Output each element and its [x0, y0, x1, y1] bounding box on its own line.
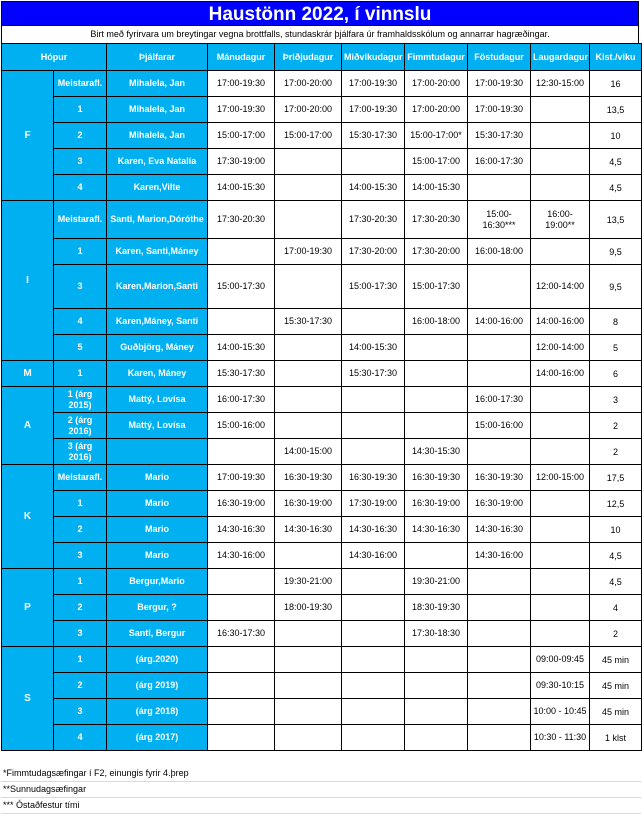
subgroup-cell: Meistarafl.	[54, 465, 107, 491]
saturday-cell: 10:00 - 10:45	[531, 699, 590, 725]
tuesday-cell	[275, 647, 342, 673]
wednesday-cell	[342, 699, 405, 725]
hours-cell: 45 min	[590, 699, 642, 725]
friday-cell: 14:30-16:00	[468, 543, 531, 569]
schedule-row	[2, 239, 642, 265]
friday-cell	[468, 175, 531, 201]
subgroup-cell: 1	[54, 97, 107, 123]
saturday-cell	[531, 97, 590, 123]
thursday-cell	[405, 647, 468, 673]
saturday-cell	[531, 491, 590, 517]
wednesday-cell: 17:00-19:30	[342, 97, 405, 123]
saturday-cell	[531, 387, 590, 413]
wednesday-cell: 14:00-15:30	[342, 175, 405, 201]
trainers-cell: Karen, Santi,Máney	[107, 239, 208, 265]
thursday-cell	[405, 543, 468, 569]
subgroup-cell: 1	[54, 361, 107, 387]
monday-cell: 15:00-16:00	[208, 413, 275, 439]
schedule-row	[2, 491, 642, 517]
monday-cell	[208, 309, 275, 335]
tuesday-cell	[275, 201, 342, 239]
saturday-cell	[531, 439, 590, 465]
thursday-cell	[405, 335, 468, 361]
trainers-cell: Karen,Marion,Santi	[107, 265, 208, 309]
monday-cell	[208, 239, 275, 265]
monday-cell: 16:30-17:30	[208, 621, 275, 647]
trainers-cell: Karen, Eva Natalía	[107, 149, 208, 175]
saturday-cell: 09:00-09:45	[531, 647, 590, 673]
friday-cell	[468, 265, 531, 309]
wednesday-cell	[342, 673, 405, 699]
saturday-cell	[531, 543, 590, 569]
thursday-cell: 14:30-15:30	[405, 439, 468, 465]
wednesday-cell	[342, 309, 405, 335]
saturday-cell: 12:00-14:00	[531, 265, 590, 309]
trainers-cell: (árg.2020)	[107, 647, 208, 673]
wednesday-cell	[342, 413, 405, 439]
thursday-cell	[405, 361, 468, 387]
friday-cell	[468, 335, 531, 361]
wednesday-cell: 14:30-16:30	[342, 517, 405, 543]
hours-cell: 2	[590, 439, 642, 465]
subgroup-cell: 3 (árg 2016)	[54, 439, 107, 465]
subgroup-cell: Meistarafl.	[54, 71, 107, 97]
wednesday-cell	[342, 621, 405, 647]
tuesday-cell	[275, 149, 342, 175]
saturday-cell	[531, 149, 590, 175]
monday-cell: 14:30-16:30	[208, 517, 275, 543]
saturday-cell: 12:00-15:00	[531, 465, 590, 491]
wednesday-cell: 14:30-16:00	[342, 543, 405, 569]
thursday-cell: 16:30-19:00	[405, 491, 468, 517]
trainers-cell	[107, 439, 208, 465]
thursday-cell: 15:00-17:00	[405, 149, 468, 175]
wednesday-cell: 16:30-19:30	[342, 465, 405, 491]
saturday-cell: 10:30 - 11:30	[531, 725, 590, 751]
hours-cell: 1 klst	[590, 725, 642, 751]
friday-cell: 14:00-16:00	[468, 309, 531, 335]
footnote: *Fimmtudagsæfingar í F2, einungis fyrir 4.þrep	[1, 766, 641, 782]
tuesday-cell	[275, 725, 342, 751]
trainers-cell: Bergur,Mario	[107, 569, 208, 595]
tuesday-cell	[275, 413, 342, 439]
hours-cell: 17,5	[590, 465, 642, 491]
saturday-cell	[531, 517, 590, 543]
hours-cell: 9,5	[590, 239, 642, 265]
trainers-cell: Mattý, Lovísa	[107, 387, 208, 413]
hours-cell: 4,5	[590, 569, 642, 595]
schedule-row	[2, 673, 642, 699]
monday-cell	[208, 439, 275, 465]
hours-cell: 4,5	[590, 543, 642, 569]
thursday-cell: 16:00-18:00	[405, 309, 468, 335]
schedule-row	[2, 465, 642, 491]
tuesday-cell	[275, 175, 342, 201]
trainers-cell: Santi, Marion,Dóróthe	[107, 201, 208, 239]
tuesday-cell: 17:00-20:00	[275, 71, 342, 97]
friday-cell: 15:30-17:30	[468, 123, 531, 149]
subgroup-cell: 4	[54, 175, 107, 201]
saturday-cell	[531, 413, 590, 439]
trainers-cell: Mario	[107, 465, 208, 491]
trainers-cell: (árg 2018)	[107, 699, 208, 725]
trainers-cell: Mihalela, Jan	[107, 71, 208, 97]
subgroup-cell: 4	[54, 725, 107, 751]
subgroup-cell: 2	[54, 123, 107, 149]
hours-cell: 45 min	[590, 647, 642, 673]
schedule-row	[2, 309, 642, 335]
wednesday-cell	[342, 725, 405, 751]
monday-cell	[208, 673, 275, 699]
subgroup-cell: 4	[54, 309, 107, 335]
wednesday-cell: 15:30-17:30	[342, 123, 405, 149]
schedule-table	[1, 43, 642, 751]
group-cell: M	[2, 361, 54, 387]
subgroup-cell: 1 (árg 2015)	[54, 387, 107, 413]
hours-cell: 13,5	[590, 201, 642, 239]
trainers-cell: Mattý, Lovísa	[107, 413, 208, 439]
hours-cell: 9,5	[590, 265, 642, 309]
hours-cell: 13,5	[590, 97, 642, 123]
saturday-cell: 16:00-19:00**	[531, 201, 590, 239]
schedule-row	[2, 361, 642, 387]
hours-cell: 10	[590, 123, 642, 149]
friday-cell: 16:30-19:00	[468, 491, 531, 517]
trainers-cell: Karen,Máney, Santi	[107, 309, 208, 335]
subgroup-cell: 2	[54, 673, 107, 699]
header-tuesday: Þriðjudagur	[275, 44, 342, 71]
thursday-cell	[405, 413, 468, 439]
thursday-cell: 15:00-17:00*	[405, 123, 468, 149]
hours-cell: 2	[590, 621, 642, 647]
schedule-row	[2, 71, 642, 97]
tuesday-cell	[275, 265, 342, 309]
schedule-row	[2, 265, 642, 309]
wednesday-cell	[342, 387, 405, 413]
subgroup-cell: 1	[54, 239, 107, 265]
trainers-cell: Guðbjörg, Máney	[107, 335, 208, 361]
tuesday-cell: 17:00-19:30	[275, 239, 342, 265]
wednesday-cell: 17:30-20:00	[342, 239, 405, 265]
tuesday-cell	[275, 699, 342, 725]
monday-cell: 16:00-17:30	[208, 387, 275, 413]
schedule-row	[2, 725, 642, 751]
wednesday-cell	[342, 439, 405, 465]
tuesday-cell	[275, 387, 342, 413]
subgroup-cell: 3	[54, 699, 107, 725]
trainers-cell: Mario	[107, 543, 208, 569]
friday-cell	[468, 361, 531, 387]
trainers-cell: (árg 2019)	[107, 673, 208, 699]
friday-cell	[468, 439, 531, 465]
header-friday: Föstudagur	[468, 44, 531, 71]
schedule-row	[2, 647, 642, 673]
subgroup-cell: 3	[54, 149, 107, 175]
hours-cell: 4,5	[590, 175, 642, 201]
thursday-cell: 19:30-21:00	[405, 569, 468, 595]
monday-cell: 17:30-20:30	[208, 201, 275, 239]
header-group: Hópur	[2, 44, 107, 71]
monday-cell: 17:00-19:30	[208, 465, 275, 491]
trainers-cell: Santi, Bergur	[107, 621, 208, 647]
monday-cell: 15:00-17:00	[208, 123, 275, 149]
subgroup-cell: Meistarafl.	[54, 201, 107, 239]
schedule-row	[2, 387, 642, 413]
group-cell: F	[2, 71, 54, 201]
group-cell: I	[2, 201, 54, 361]
hours-cell: 12,5	[590, 491, 642, 517]
thursday-cell: 17:30-20:30	[405, 201, 468, 239]
saturday-cell: 12:00-14:00	[531, 335, 590, 361]
monday-cell	[208, 569, 275, 595]
header-row	[2, 44, 642, 71]
hours-cell: 8	[590, 309, 642, 335]
header-wednesday: Miðvikudagur	[342, 44, 405, 71]
group-cell: P	[2, 569, 54, 647]
friday-cell: 16:00-17:30	[468, 149, 531, 175]
hours-cell: 16	[590, 71, 642, 97]
schedule-row	[2, 175, 642, 201]
tuesday-cell: 18:00-19:30	[275, 595, 342, 621]
saturday-cell: 09:30-10:15	[531, 673, 590, 699]
schedule-row	[2, 517, 642, 543]
subgroup-cell: 3	[54, 621, 107, 647]
tuesday-cell	[275, 335, 342, 361]
saturday-cell	[531, 123, 590, 149]
tuesday-cell	[275, 543, 342, 569]
friday-cell: 17:00-19:30	[468, 97, 531, 123]
wednesday-cell: 17:30-20:30	[342, 201, 405, 239]
saturday-cell: 12:30-15:00	[531, 71, 590, 97]
thursday-cell: 14:30-16:30	[405, 517, 468, 543]
tuesday-cell: 17:00-20:00	[275, 97, 342, 123]
friday-cell: 16:30-19:30	[468, 465, 531, 491]
tuesday-cell: 14:30-16:30	[275, 517, 342, 543]
header-hours: Kist./viku	[590, 44, 642, 71]
friday-cell	[468, 569, 531, 595]
wednesday-cell	[342, 569, 405, 595]
monday-cell	[208, 595, 275, 621]
schedule-row	[2, 699, 642, 725]
trainers-cell: Mihalela, Jan	[107, 123, 208, 149]
header-thursday: Fimmtudagur	[405, 44, 468, 71]
friday-cell: 16:00-18:00	[468, 239, 531, 265]
hours-cell: 5	[590, 335, 642, 361]
friday-cell	[468, 647, 531, 673]
monday-cell: 14:00-15:30	[208, 175, 275, 201]
trainers-cell: Karen,Vilte	[107, 175, 208, 201]
monday-cell: 15:00-17:30	[208, 265, 275, 309]
tuesday-cell: 16:30-19:00	[275, 491, 342, 517]
tuesday-cell	[275, 361, 342, 387]
hours-cell: 4,5	[590, 149, 642, 175]
saturday-cell	[531, 569, 590, 595]
header-trainers: Þjálfarar	[107, 44, 208, 71]
wednesday-cell	[342, 647, 405, 673]
subgroup-cell: 5	[54, 335, 107, 361]
header-monday: Mánudagur	[208, 44, 275, 71]
monday-cell	[208, 647, 275, 673]
saturday-cell: 14:00-16:00	[531, 361, 590, 387]
hours-cell: 6	[590, 361, 642, 387]
tuesday-cell	[275, 673, 342, 699]
footnote: **Sunnudagsæfingar	[1, 782, 641, 798]
schedule-row	[2, 97, 642, 123]
wednesday-cell: 17:00-19:30	[342, 71, 405, 97]
thursday-cell: 16:30-19:30	[405, 465, 468, 491]
wednesday-cell	[342, 149, 405, 175]
friday-cell: 15:00-16:00	[468, 413, 531, 439]
friday-cell: 16:00-17:30	[468, 387, 531, 413]
monday-cell: 17:00-19:30	[208, 97, 275, 123]
saturday-cell	[531, 621, 590, 647]
friday-cell: 17:00-19:30	[468, 71, 531, 97]
friday-cell	[468, 595, 531, 621]
schedule-row	[2, 201, 642, 239]
header-saturday: Laugardagur	[531, 44, 590, 71]
monday-cell: 14:00-15:30	[208, 335, 275, 361]
subgroup-cell: 3	[54, 543, 107, 569]
trainers-cell: Bergur, ?	[107, 595, 208, 621]
thursday-cell: 17:30-20:00	[405, 239, 468, 265]
subgroup-cell: 1	[54, 647, 107, 673]
group-cell: S	[2, 647, 54, 751]
hours-cell: 4	[590, 595, 642, 621]
wednesday-cell: 14:00-15:30	[342, 335, 405, 361]
trainers-cell: Mario	[107, 491, 208, 517]
friday-cell: 14:30-16:30	[468, 517, 531, 543]
group-cell: K	[2, 465, 54, 569]
tuesday-cell: 19:30-21:00	[275, 569, 342, 595]
wednesday-cell: 15:00-17:30	[342, 265, 405, 309]
wednesday-cell: 17:30-19:00	[342, 491, 405, 517]
hours-cell: 10	[590, 517, 642, 543]
thursday-cell	[405, 725, 468, 751]
thursday-cell: 18:30-19:30	[405, 595, 468, 621]
friday-cell	[468, 699, 531, 725]
trainers-cell: Mario	[107, 517, 208, 543]
monday-cell: 16:30-19:00	[208, 491, 275, 517]
hours-cell: 45 min	[590, 673, 642, 699]
saturday-cell: 14:00-16:00	[531, 309, 590, 335]
trainers-cell: Mihalela, Jan	[107, 97, 208, 123]
schedule-row	[2, 439, 642, 465]
subgroup-cell: 1	[54, 569, 107, 595]
friday-cell	[468, 673, 531, 699]
schedule-row	[2, 569, 642, 595]
thursday-cell	[405, 699, 468, 725]
friday-cell: 15:00-16:30***	[468, 201, 531, 239]
schedule-row	[2, 149, 642, 175]
thursday-cell: 17:00-20:00	[405, 71, 468, 97]
subgroup-cell: 3	[54, 265, 107, 309]
schedule-row	[2, 621, 642, 647]
page-subtitle: Birt með fyrirvara um breytingar vegna brottfalls, stundaskrár þjálfara úr framhaldsskólum og annarrar hagræðingar.	[1, 26, 639, 43]
monday-cell: 15:30-17:30	[208, 361, 275, 387]
subgroup-cell: 2	[54, 517, 107, 543]
footnote: *** Óstaðfestur tími	[1, 798, 641, 814]
hours-cell: 3	[590, 387, 642, 413]
hours-cell: 2	[590, 413, 642, 439]
schedule-row	[2, 123, 642, 149]
trainers-cell: (árg 2017)	[107, 725, 208, 751]
tuesday-cell: 14:00-15:00	[275, 439, 342, 465]
monday-cell: 14:30-16:00	[208, 543, 275, 569]
subgroup-cell: 1	[54, 491, 107, 517]
thursday-cell	[405, 387, 468, 413]
saturday-cell	[531, 595, 590, 621]
schedule-row	[2, 595, 642, 621]
thursday-cell: 17:30-18:30	[405, 621, 468, 647]
subgroup-cell: 2	[54, 595, 107, 621]
saturday-cell	[531, 175, 590, 201]
saturday-cell	[531, 239, 590, 265]
tuesday-cell: 16:30-19:30	[275, 465, 342, 491]
friday-cell	[468, 725, 531, 751]
thursday-cell: 17:00-20:00	[405, 97, 468, 123]
subgroup-cell: 2 (árg 2016)	[54, 413, 107, 439]
schedule-row	[2, 543, 642, 569]
monday-cell: 17:30-19:00	[208, 149, 275, 175]
thursday-cell: 15:00-17:30	[405, 265, 468, 309]
monday-cell: 17:00-19:30	[208, 71, 275, 97]
schedule-row	[2, 335, 642, 361]
trainers-cell: Karen, Máney	[107, 361, 208, 387]
monday-cell	[208, 699, 275, 725]
tuesday-cell: 15:30-17:30	[275, 309, 342, 335]
footnotes	[1, 766, 641, 814]
tuesday-cell: 15:00-17:00	[275, 123, 342, 149]
group-cell: A	[2, 387, 54, 465]
wednesday-cell	[342, 595, 405, 621]
schedule-row	[2, 413, 642, 439]
wednesday-cell: 15:30-17:30	[342, 361, 405, 387]
friday-cell	[468, 621, 531, 647]
page-title: Haustönn 2022, í vinnslu	[1, 1, 639, 26]
monday-cell	[208, 725, 275, 751]
thursday-cell	[405, 673, 468, 699]
thursday-cell: 14:00-15:30	[405, 175, 468, 201]
tuesday-cell	[275, 621, 342, 647]
